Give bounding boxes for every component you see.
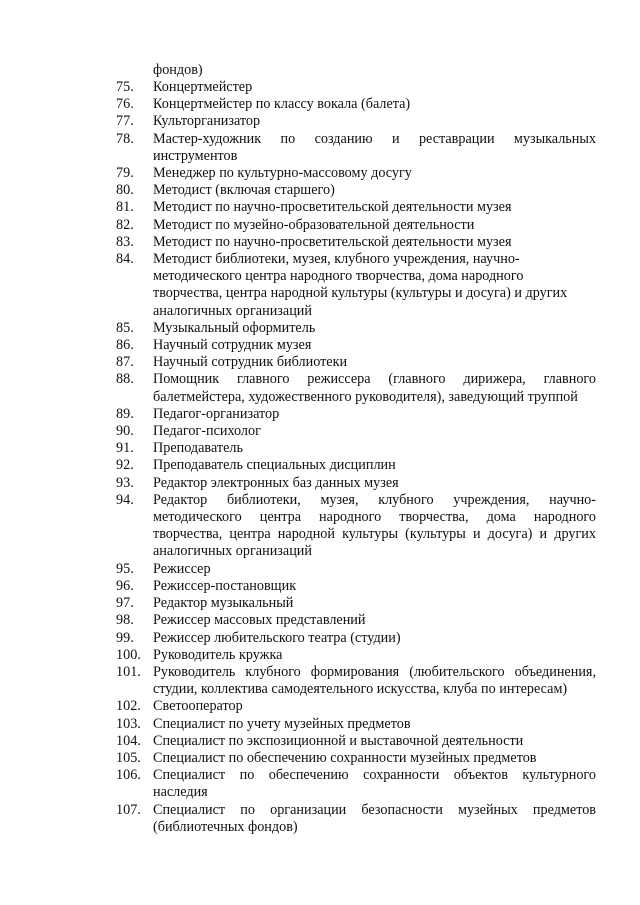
list-item-number: 100. xyxy=(116,646,141,663)
list-item-number: 96. xyxy=(116,577,134,594)
list-item-text: Преподаватель xyxy=(153,440,243,457)
list-item xyxy=(116,371,596,405)
list-item xyxy=(116,96,596,113)
list-item xyxy=(116,595,596,612)
list-item xyxy=(116,234,596,251)
list-item-text: Режиссер xyxy=(153,560,211,577)
list-item-number: 84. xyxy=(116,251,134,268)
list-item-text: Редактор музыкальный xyxy=(153,595,294,612)
list-item-number: 98. xyxy=(116,612,134,629)
list-item-text: Научный сотрудник библиотеки xyxy=(153,354,348,371)
list-item-number: 75. xyxy=(116,79,134,95)
continuation-text: фондов) xyxy=(153,62,203,78)
list-item-text: Концертмейстер по классу вокала (балета) xyxy=(153,96,411,113)
list-item-text: Светооператор xyxy=(153,698,243,715)
list-item-text: Педагог-организатор xyxy=(153,405,280,422)
list-item-text: Режиссер массовых представлений xyxy=(153,612,366,629)
list-item-number: 97. xyxy=(116,595,134,612)
list-item-text: Редактор электронных баз данных музея xyxy=(153,474,399,491)
list-item xyxy=(116,630,596,647)
list-item-number: 107. xyxy=(116,801,141,818)
list-item-number: 79. xyxy=(116,165,134,182)
list-item xyxy=(116,698,596,715)
list-item xyxy=(116,199,596,216)
list-item-text: Мастер-художник по созданию и реставрации музыкальных инструментов xyxy=(153,130,596,164)
list-item-number: 105. xyxy=(116,749,141,766)
list-item-text: Педагог-психолог xyxy=(153,423,261,440)
list-item xyxy=(116,733,596,750)
list-item-text: Менеджер по культурно-массовому досугу xyxy=(153,165,412,182)
list-item-number: 86. xyxy=(116,337,134,354)
list-item-number: 82. xyxy=(116,216,134,233)
list-item xyxy=(116,457,596,474)
list-item-text: Руководитель кружка xyxy=(153,646,283,663)
list-item xyxy=(116,716,596,733)
list-item-number: 103. xyxy=(116,715,141,732)
list-item-text: Преподаватель специальных дисциплин xyxy=(153,457,396,474)
list-item-text: Режиссер-постановщик xyxy=(153,577,297,594)
list-item-number: 80. xyxy=(116,182,134,199)
list-item-text: Специалист по обеспечению сохранности объектов культурного наследия xyxy=(153,767,596,801)
list-item-text: Культорганизатор xyxy=(153,113,261,130)
list-item xyxy=(116,165,596,182)
list-item-text: Редактор библиотеки, музея, клубного учреждения, научно-методического центра народного творчества, дома народного творчества, центра народной культуры (культуры и досуга) и других аналогичных организаций xyxy=(153,491,596,560)
list-item-number: 106. xyxy=(116,767,141,784)
list-item-text: Методист (включая старшего) xyxy=(153,182,335,199)
list-item-number: 93. xyxy=(116,474,134,491)
list-item-number: 89. xyxy=(116,405,134,422)
list-item xyxy=(116,561,596,578)
list-item xyxy=(116,440,596,457)
list-item xyxy=(116,647,596,664)
list-item xyxy=(116,612,596,629)
list-item xyxy=(116,131,596,165)
list-item-number: 94. xyxy=(116,491,134,508)
list-item-number: 91. xyxy=(116,440,134,457)
list-item-number: 85. xyxy=(116,319,134,336)
list-item xyxy=(116,320,596,337)
list-item xyxy=(116,79,596,96)
list-item xyxy=(116,251,596,320)
list-item-text: Методист по музейно-образовательной деятельности xyxy=(153,216,475,233)
list-item-text: Специалист по учету музейных предметов xyxy=(153,715,411,732)
list-item xyxy=(116,337,596,354)
list-item-text: Режиссер любительского театра (студии) xyxy=(153,629,401,646)
list-item-number: 77. xyxy=(116,113,134,130)
list-item xyxy=(116,492,596,561)
list-item xyxy=(116,664,596,698)
list-item-number: 101. xyxy=(116,663,141,680)
list-item-number: 92. xyxy=(116,457,134,474)
list-item-text: Методист библиотеки, музея, клубного учреждения, научно-методического центра народного творчества, дома народного творчества, центра народной культуры (культуры и досуга) и других аналогичных организаций xyxy=(153,251,568,319)
list-item-text: Специалист по организации безопасности музейных предметов (библиотечных фондов) xyxy=(153,801,596,835)
list-item xyxy=(116,217,596,234)
list-item-number: 95. xyxy=(116,560,134,577)
list-item-number: 87. xyxy=(116,354,134,371)
list-item-number: 88. xyxy=(116,371,134,388)
list-item-number: 104. xyxy=(116,732,141,749)
list-item xyxy=(116,423,596,440)
list-item xyxy=(116,767,596,801)
list-item-text: Музыкальный оформитель xyxy=(153,319,316,336)
list-item xyxy=(116,113,596,130)
list-item-text: Методист по научно-просветительской деятельности музея xyxy=(153,233,512,250)
list-item xyxy=(116,182,596,199)
list-item-number: 90. xyxy=(116,423,134,440)
list-item-text: Концертмейстер xyxy=(153,79,253,95)
list-item-number: 76. xyxy=(116,96,134,113)
list-item-text: Специалист по обеспечению сохранности музейных предметов xyxy=(153,749,537,766)
list-item xyxy=(116,802,596,836)
list-item-number: 83. xyxy=(116,233,134,250)
list-item-text: Научный сотрудник музея xyxy=(153,337,312,354)
list-item-text: Специалист по экспозиционной и выставочной деятельности xyxy=(153,732,524,749)
position-list xyxy=(116,79,596,836)
list-item-text: Руководитель клубного формирования (любительского объединения, студии, коллектива самодеятельного искусства, клуба по интересам) xyxy=(153,663,596,698)
list-item-number: 78. xyxy=(116,130,134,147)
list-item-number: 102. xyxy=(116,698,141,715)
list-item xyxy=(116,406,596,423)
list-item-number: 81. xyxy=(116,199,134,216)
list-item xyxy=(116,750,596,767)
list-item xyxy=(116,475,596,492)
list-item-text: Помощник главного режиссера (главного дирижера, главного балетмейстера, художественного руководителя), заведующий труппой xyxy=(153,371,596,405)
list-item xyxy=(116,354,596,371)
list-item-number: 99. xyxy=(116,629,134,646)
list-item xyxy=(116,578,596,595)
list-item-text: Методист по научно-просветительской деятельности музея xyxy=(153,199,512,216)
